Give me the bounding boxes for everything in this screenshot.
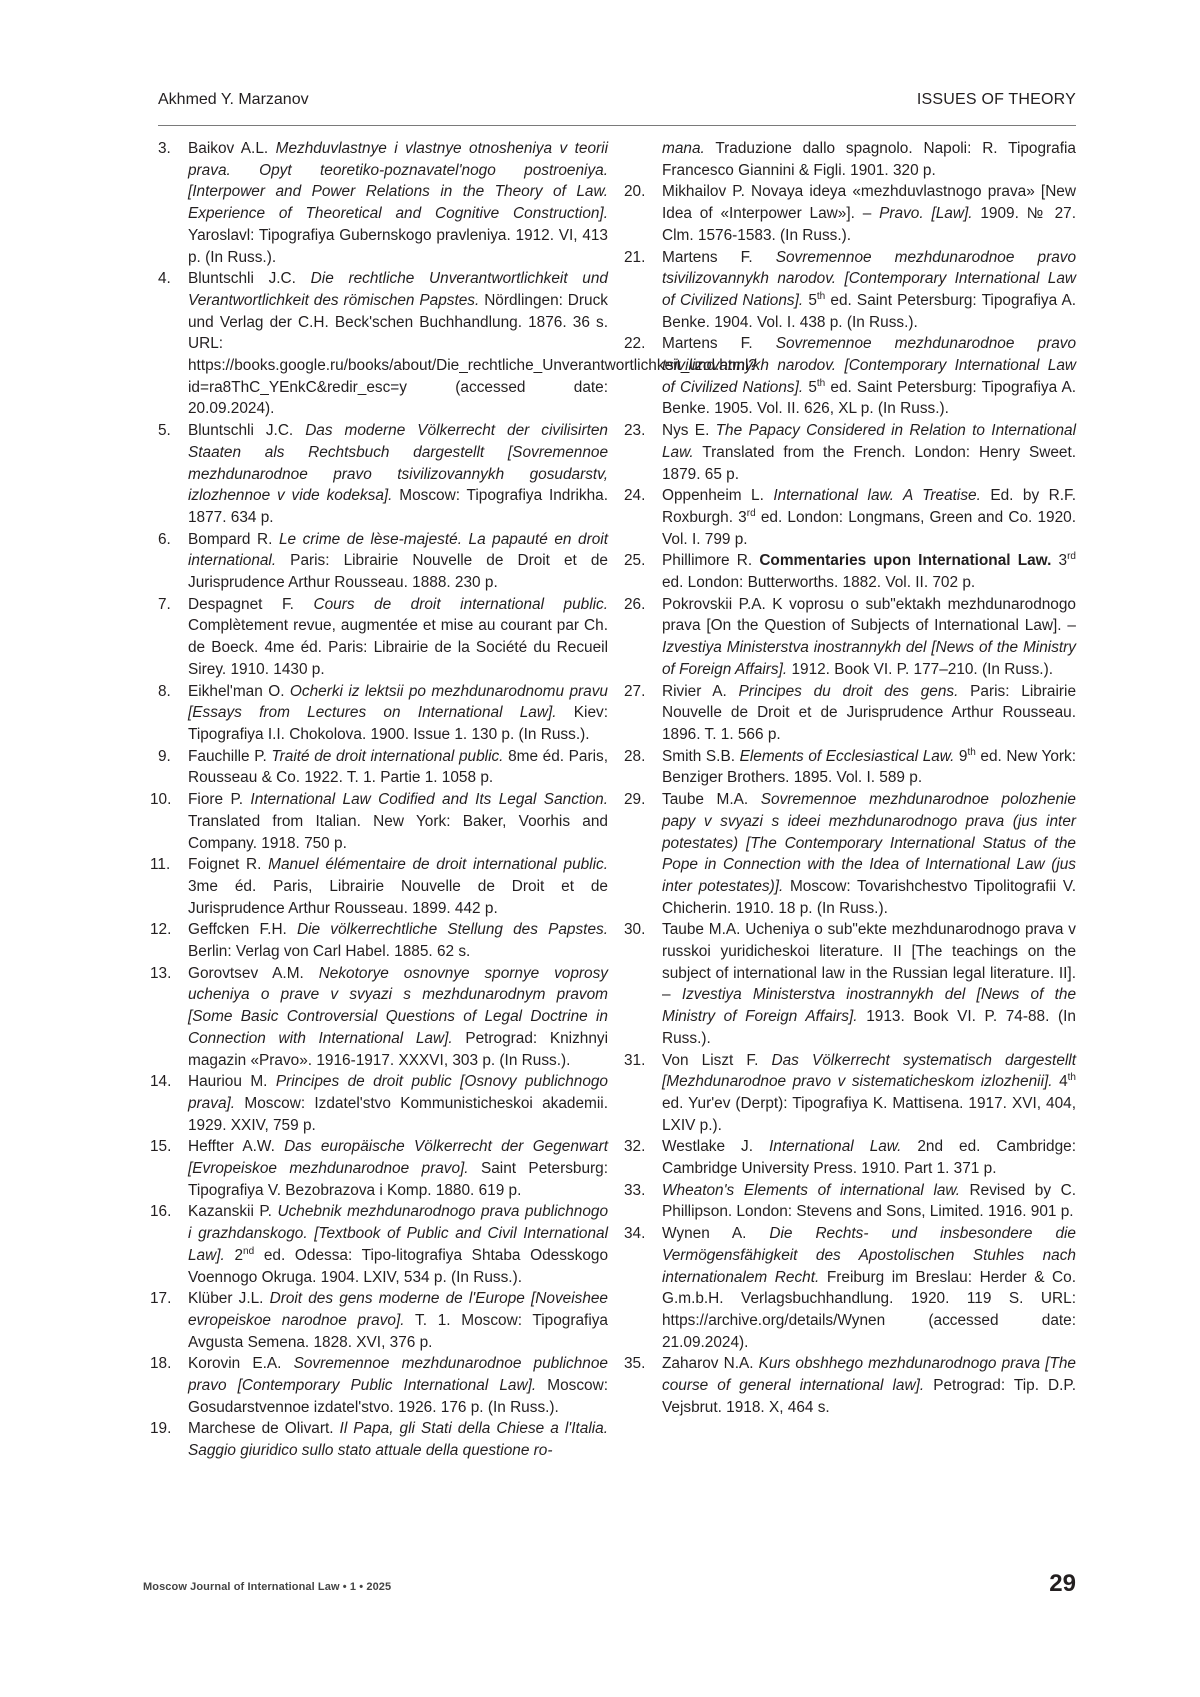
reference-text: Klüber J.L. (188, 1290, 270, 1308)
reference-text: Mikhailov P. Novaya ideya «mezhduvlastnogo prava» [New Idea of «Interpower Law»]. – (662, 183, 1076, 223)
reference-text: Gorovtsev A.M. (188, 964, 319, 982)
reference-text: th (967, 746, 976, 758)
reference-text: Petrograd: Tip. D.P. Vejsbrut. 1918. X, 464 s. (662, 1377, 1076, 1416)
reference-number: 6. (158, 530, 171, 548)
reference-text: Das europäische Völkerrecht der Gegenwart [Evropeiskoe mezhdunarodnoe pravo]. (188, 1138, 608, 1178)
reference-text: th (816, 377, 826, 389)
reference-text: Das Völkerrecht systematisch dargestellt [Mezhdunarodnoe pravo v sistematicheskom izlozhenii]. (662, 1051, 1077, 1091)
reference-text: Geffcken F.H. (188, 921, 297, 939)
reference-text: Le crime de lèse-majesté. La papauté en droit international. (188, 530, 608, 570)
reference-text: Despagnet F. (188, 595, 314, 613)
reference-text: 1913. Book VI. P. 74-88. (In Russ.). (662, 1008, 1076, 1047)
reference-item (624, 1180, 1076, 1223)
reference-text: Heffter A.W. (188, 1138, 285, 1156)
reference-text: Pokrovskii P.A. K voprosu o sub"ektakh mezhdunarodnogo prava [On the Question of Subjects of International Law]. – (662, 595, 1076, 635)
reference-text: Uchebnik mezhdunarodnogo prava publichnogo i grazhdanskogo. [Textbook of Public and Civil International Law]. (188, 1203, 609, 1264)
reference-text: Izvestiya Ministerstva inostrannykh del [News of the Ministry of Foreign Affairs]. (662, 986, 1077, 1026)
reference-text: Saint Petersburg: Tipografiya V. Bezobrazova i Komp. 1880. 619 p. (188, 1160, 608, 1199)
reference-number: 26. (624, 595, 646, 613)
reference-item (150, 1136, 608, 1201)
reference-text: Principes du droit des gens. (738, 682, 959, 700)
reference-text: Il Papa, gli Stati della Chiese a l'Italia. Saggio giuridico sullo stato attuale della questione ro- (188, 1420, 609, 1460)
reference-number: 30. (624, 921, 646, 939)
reference-number: 17. (150, 1290, 172, 1308)
reference-item (150, 1353, 608, 1418)
reference-text: 2 (224, 1246, 244, 1264)
reference-number: 14. (150, 1073, 172, 1091)
reference-item (158, 594, 608, 681)
reference-text: Translated from the French. London: Henry Sweet. 1879. 65 p. (662, 443, 1076, 483)
reference-text: 3 (1051, 552, 1068, 570)
reference-text: Wynen A. (662, 1225, 770, 1243)
reference-number: 28. (624, 747, 646, 765)
reference-number: 16. (150, 1203, 172, 1221)
reference-text: Traité de droit international public. (271, 747, 504, 765)
reference-number: 21. (624, 248, 646, 266)
reference-text: ed. Saint Petersburg: Tipografiya A. Benke. 1904. Vol. I. 438 p. (In Russ.). (662, 291, 1076, 331)
reference-text: Fiore P. (188, 791, 251, 809)
reference-number: 35. (624, 1355, 646, 1373)
reference-item-continued (632, 138, 1076, 181)
page-number: 29 (1049, 1570, 1076, 1597)
reference-text: T. 1. Moscow: Tipografiya Avgusta Semena. 1828. XVI, 376 p. (188, 1311, 608, 1351)
reference-text: Cours de droit international public. (313, 595, 609, 613)
reference-text: Ed. by R.F. Roxburgh. 3 (662, 487, 1076, 526)
reference-item (150, 1288, 608, 1353)
header-author: Akhmed Y. Marzanov (158, 91, 309, 108)
reference-text: Freiburg im Breslau: Herder & Co. G.m.b.H. Verlagsbuchhandlung. 1920. 119 S. URL: https://archive.org/details/Wynen (accessed date: 21.09.2024). (662, 1268, 1076, 1351)
reference-text: 4 (1052, 1073, 1068, 1091)
reference-text: nd (243, 1245, 255, 1257)
reference-number: 8. (158, 682, 171, 700)
reference-text: 9 (954, 747, 968, 765)
reference-text: International law. A Treatise. (773, 487, 981, 505)
reference-number: 20. (624, 183, 646, 201)
reference-text: ed. Saint Petersburg: Tipografiya A. Benke. 1905. Vol. II. 626, XL p. (In Russ.). (662, 378, 1076, 418)
reference-text: Martens F. (662, 248, 776, 266)
reference-text: Taube M.A. Ucheniya o sub"ekte mezhdunarodnogo prava v russkoi yuridicheskoi literature. II [The teachings on the subject of international law in the Russian legal literature. II]. – (662, 921, 1076, 1004)
reference-text: Wheaton's Elements of international law. (662, 1181, 960, 1199)
reference-item (624, 1136, 1076, 1179)
reference-text: Ocherki iz lektsii po mezhdunarodnomu pravu [Essays from Lectures on International Law]. (188, 682, 608, 722)
reference-text: Eikhel'man O. (188, 682, 290, 700)
reference-text: Marchese de Olivart. (188, 1420, 340, 1438)
reference-number: 5. (158, 422, 171, 440)
reference-item (150, 963, 609, 1072)
header-section-title: ISSUES OF THEORY (916, 91, 1076, 108)
reference-text: Das moderne Völkerrecht der civilisirten Staaten als Rechtsbuch dargestellt [Sovremennoe mezhdunarodnoe pravo tsivilizovannykh gosudarstv, izlozhennoe v vide kodeksa]. (188, 422, 608, 505)
reference-text: ed. Odessa: Tipo-litografiya Shtaba Odesskogo Voennogo Okruga. 1904. LXIV, 534 p. (In Russ.). (188, 1246, 609, 1286)
reference-text: International Law Codified and Its Legal Sanction. (250, 791, 608, 809)
reference-text: Droit des gens moderne de l'Europe [Noveishee evropeiskoe narodnoe pravo]. (188, 1290, 608, 1329)
reference-text: Taube M.A. (662, 791, 761, 809)
reference-text: Kiev: Tipografiya I.I. Chokolova. 1900. Issue 1. 130 p. (In Russ.). (188, 704, 608, 743)
reference-text: Pravo. [Law]. (879, 205, 973, 223)
reference-text: rd (1067, 551, 1076, 563)
reference-number: 18. (150, 1355, 172, 1373)
reference-text: Revised by C. Phillipson. London: Stevens and Sons, Limited. 1916. 901 p. (662, 1181, 1076, 1221)
reference-text: Translated from Italian. New York: Baker, Voorhis and Company. 1918. 750 p. (188, 812, 608, 852)
reference-item (624, 1223, 1076, 1353)
footer-journal-name: Moscow Journal of International Law • 1 • 2025 (143, 1581, 392, 1593)
reference-text: Yaroslavl: Tipografiya Gubernskogo pravleniya. 1912. VI, 413 p. (In Russ.). (188, 226, 608, 266)
reference-item (624, 594, 1076, 681)
reference-text: Sovremennoe mezhdunarodnoe pravo tsivilizovannykh narodov. [Contemporary International Law of Civilized Nations]. (662, 248, 1077, 309)
reference-number: 32. (624, 1138, 646, 1156)
reference-text: Sovremennoe mezhdunarodnoe publichnoe pravo [Contemporary Public International Law]. (188, 1355, 608, 1395)
reference-text: 8me éd. Paris, Rousseau & Co. 1922. T. 1. Partie 1. 1058 p. (188, 747, 608, 787)
reference-item (624, 919, 1077, 1049)
reference-text: Phillimore R. (662, 552, 760, 570)
reference-item (158, 746, 608, 789)
reference-text: mana. (662, 140, 705, 157)
reference-text: Nekotorye osnovnye spornye voprosy ucheniya o prave v svyazi s mezhdunarodnym pravom [Some Basic Controversial Questions of Legal Doctrine in Connection with International Law]. (188, 964, 608, 1047)
reference-number: 9. (158, 747, 171, 765)
reference-item (158, 681, 608, 746)
reference-text: Paris: Librairie Nouvelle de Droit et de Jurisprudence Arthur Rousseau. 1888. 230 p. (188, 552, 608, 592)
reference-item (150, 1201, 609, 1288)
reference-number: 11. (150, 856, 171, 874)
reference-item (150, 854, 608, 919)
reference-text: Bluntschli J.C. (188, 270, 311, 288)
reference-text: rd (746, 507, 756, 519)
reference-item (150, 789, 608, 854)
reference-item (624, 333, 1077, 420)
reference-text: Die rechtliche Unverantwortlichkeit und Verantwortlichkeit des römischen Papstes. (188, 270, 608, 309)
reference-text: 3me éd. Paris, Librairie Nouvelle de Droit et de Jurisprudence Arthur Rousseau. 1899. 442 p. (188, 877, 608, 917)
reference-text: Izvestiya Ministerstva inostrannykh del [News of the Ministry of Foreign Affairs]. (662, 639, 1076, 678)
reference-item (624, 247, 1077, 334)
reference-item (150, 1418, 609, 1461)
reference-text: Die völkerrechtliche Stellung des Papstes. (297, 921, 608, 939)
reference-text: Moscow: Tovarishchestvo Tipolitografii V. Chicherin. 1910. 18 p. (In Russ.). (662, 877, 1076, 917)
reference-item (158, 138, 608, 268)
reference-text: Nördlingen: Druck und Verlag der C.H. Beck'schen Buchhandlung. 1876. 36 s. URL: https://books.google.ru/books/about/Die_rechtliche_Unverantwortlichkeit_und.html?id=ra8ThC_YEnkC&redir_esc=y (accessed date: 20.09.2024). (188, 291, 757, 418)
reference-text: Korovin E.A. (188, 1355, 294, 1373)
reference-item (150, 1071, 608, 1136)
reference-text: Complètement revue, augmentée et mise au courant par Ch. de Boeck. 4me éd. Paris: Librairie de la Société du Recueil Sirey. 1910. 1430 p. (188, 617, 608, 678)
reference-text: Fauchille P. (188, 747, 272, 765)
reference-number: 15. (150, 1138, 172, 1156)
reference-text: Elements of Ecclesiastical Law. (739, 747, 955, 765)
reference-text: Petrograd: Knizhnyi magazin «Pravo». 1916-1917. XXXVI, 303 p. (In Russ.). (188, 1029, 609, 1069)
reference-text: Kazanskii P. (188, 1203, 278, 1221)
reference-text: Moscow: Tipografiya Indrikha. 1877. 634 p. (188, 487, 608, 526)
reference-item (624, 681, 1077, 746)
reference-number: 10. (150, 791, 172, 809)
reference-number: 3. (158, 140, 171, 157)
reference-text: Traduzione dallo spagnolo. Napoli: R. Tipografia Francesco Giannini & Figli. 1901. 320 p. (662, 140, 1076, 179)
reference-number: 29. (624, 791, 646, 809)
reference-text: ed. Yur'ev (Derpt): Tipografiya K. Mattisena. 1917. XVI, 404, LXIV p.). (662, 1094, 1076, 1134)
reference-item (624, 1353, 1076, 1418)
reference-text: Paris: Librairie Nouvelle de Droit et de Jurisprudence Arthur Rousseau. 1896. T. 1. 566 p. (662, 682, 1077, 743)
reference-text: Die Rechts- und insbesondere die Vermögensfähigkeit des Apostolischen Stuhles nach internationalem Recht. (662, 1225, 1076, 1286)
reference-text: th (816, 290, 826, 302)
reference-item (624, 181, 1077, 246)
reference-text: 2nd ed. Cambridge: Cambridge University Press. 1910. Part 1. 371 p. (662, 1138, 1076, 1178)
reference-text: Martens F. (662, 335, 776, 353)
reference-text: Foignet R. (188, 856, 269, 874)
reference-number: 12. (150, 921, 172, 939)
reference-text: 1909. № 27. Clm. 1576-1583. (In Russ.). (662, 205, 1077, 244)
reference-text: Bluntschli J.C. (188, 422, 306, 440)
reference-number: 24. (624, 487, 646, 505)
reference-item (624, 485, 1076, 550)
reference-text: Zaharov N.A. (662, 1355, 759, 1373)
reference-text: 1912. Book VI. P. 177–210. (In Russ.). (787, 660, 1053, 678)
reference-text: Moscow: Gosudarstvennoe izdatel'stvo. 1926. 176 p. (In Russ.). (188, 1377, 608, 1416)
reference-text: Baikov A.L. (188, 140, 276, 157)
reference-number: 33. (624, 1181, 646, 1199)
reference-text: Kurs obshhego mezhdunarodnogo prava [The course of general international law]. (662, 1355, 1076, 1395)
running-header (158, 91, 1076, 126)
reference-item (624, 746, 1076, 789)
reference-item (158, 420, 608, 529)
reference-text: Hauriou M. (188, 1073, 276, 1091)
reference-text: th (1067, 1072, 1076, 1084)
reference-text: Smith S.B. (662, 747, 740, 765)
reference-text: ed. London: Longmans, Green and Co. 1920. Vol. I. 799 p. (662, 508, 1076, 548)
reference-number: 4. (158, 270, 171, 288)
reference-number: 13. (150, 964, 172, 982)
reference-item (158, 529, 608, 594)
reference-number: 34. (624, 1225, 646, 1243)
reference-number: 22. (624, 335, 646, 353)
reference-text: Manuel élémentaire de droit international public. (268, 856, 608, 874)
reference-item (624, 1050, 1077, 1137)
reference-text: Nys E. (662, 422, 716, 440)
reference-item (624, 420, 1076, 485)
reference-text: 5 (803, 378, 817, 396)
reference-text: Mezhduvlastnye i vlastnye otnosheniya v teorii prava. Opyt teoretiko-poznavatel'nogo postroeniya. [Interpower and Power Relations in the Theory of Law. Experience of Theoretical and Cognitive Construction]. (188, 140, 609, 223)
reference-number: 27. (624, 682, 646, 700)
reference-text: The Papacy Considered in Relation to International Law. (662, 422, 1076, 461)
reference-number: 19. (150, 1420, 172, 1438)
reference-text: Bompard R. (188, 530, 279, 548)
reference-text: Westlake J. (662, 1138, 769, 1156)
reference-text: Von Liszt F. (662, 1051, 772, 1069)
reference-item (624, 550, 1076, 593)
reference-text: ed. London: Butterworths. 1882. Vol. II. 702 p. (662, 574, 976, 592)
reference-number: 31. (624, 1051, 646, 1069)
reference-text: Commentaries upon International Law. (759, 552, 1052, 570)
reference-text: ed. New York: Benziger Brothers. 1895. Vol. I. 589 p. (662, 747, 1076, 787)
reference-item (150, 919, 608, 962)
reference-number: 25. (624, 552, 646, 570)
reference-text: Berlin: Verlag von Carl Habel. 1885. 62 s. (188, 943, 471, 961)
reference-text: 5 (803, 291, 817, 309)
reference-text: Rivier A. (662, 682, 739, 700)
reference-item (624, 789, 1076, 919)
reference-text: Moscow: Izdatel'stvo Kommunisticheskoi akademii. 1929. XXIV, 759 p. (188, 1094, 608, 1134)
reference-number: 23. (624, 422, 646, 440)
reference-text: International Law. (768, 1138, 902, 1156)
references-right-column (624, 138, 1077, 1418)
reference-text: Sovremennoe mezhdunarodnoe pravo tsivilizovannykh narodov. [Contemporary International Law of Civilized Nations]. (662, 335, 1077, 396)
reference-text: Principes de droit public [Osnovy publichnogo prava]. (188, 1073, 608, 1112)
reference-number: 7. (158, 595, 171, 613)
reference-text: Sovremennoe mezhdunarodnoe polozhenie papy v svyazi s ideei mezhdunarodnogo prava (jus inter potestates) [The Contemporary International Status of the Pope in Connection with the Idea of International Law (jus inter potestates)]. (662, 791, 1076, 895)
reference-text: Oppenheim L. (662, 487, 774, 505)
